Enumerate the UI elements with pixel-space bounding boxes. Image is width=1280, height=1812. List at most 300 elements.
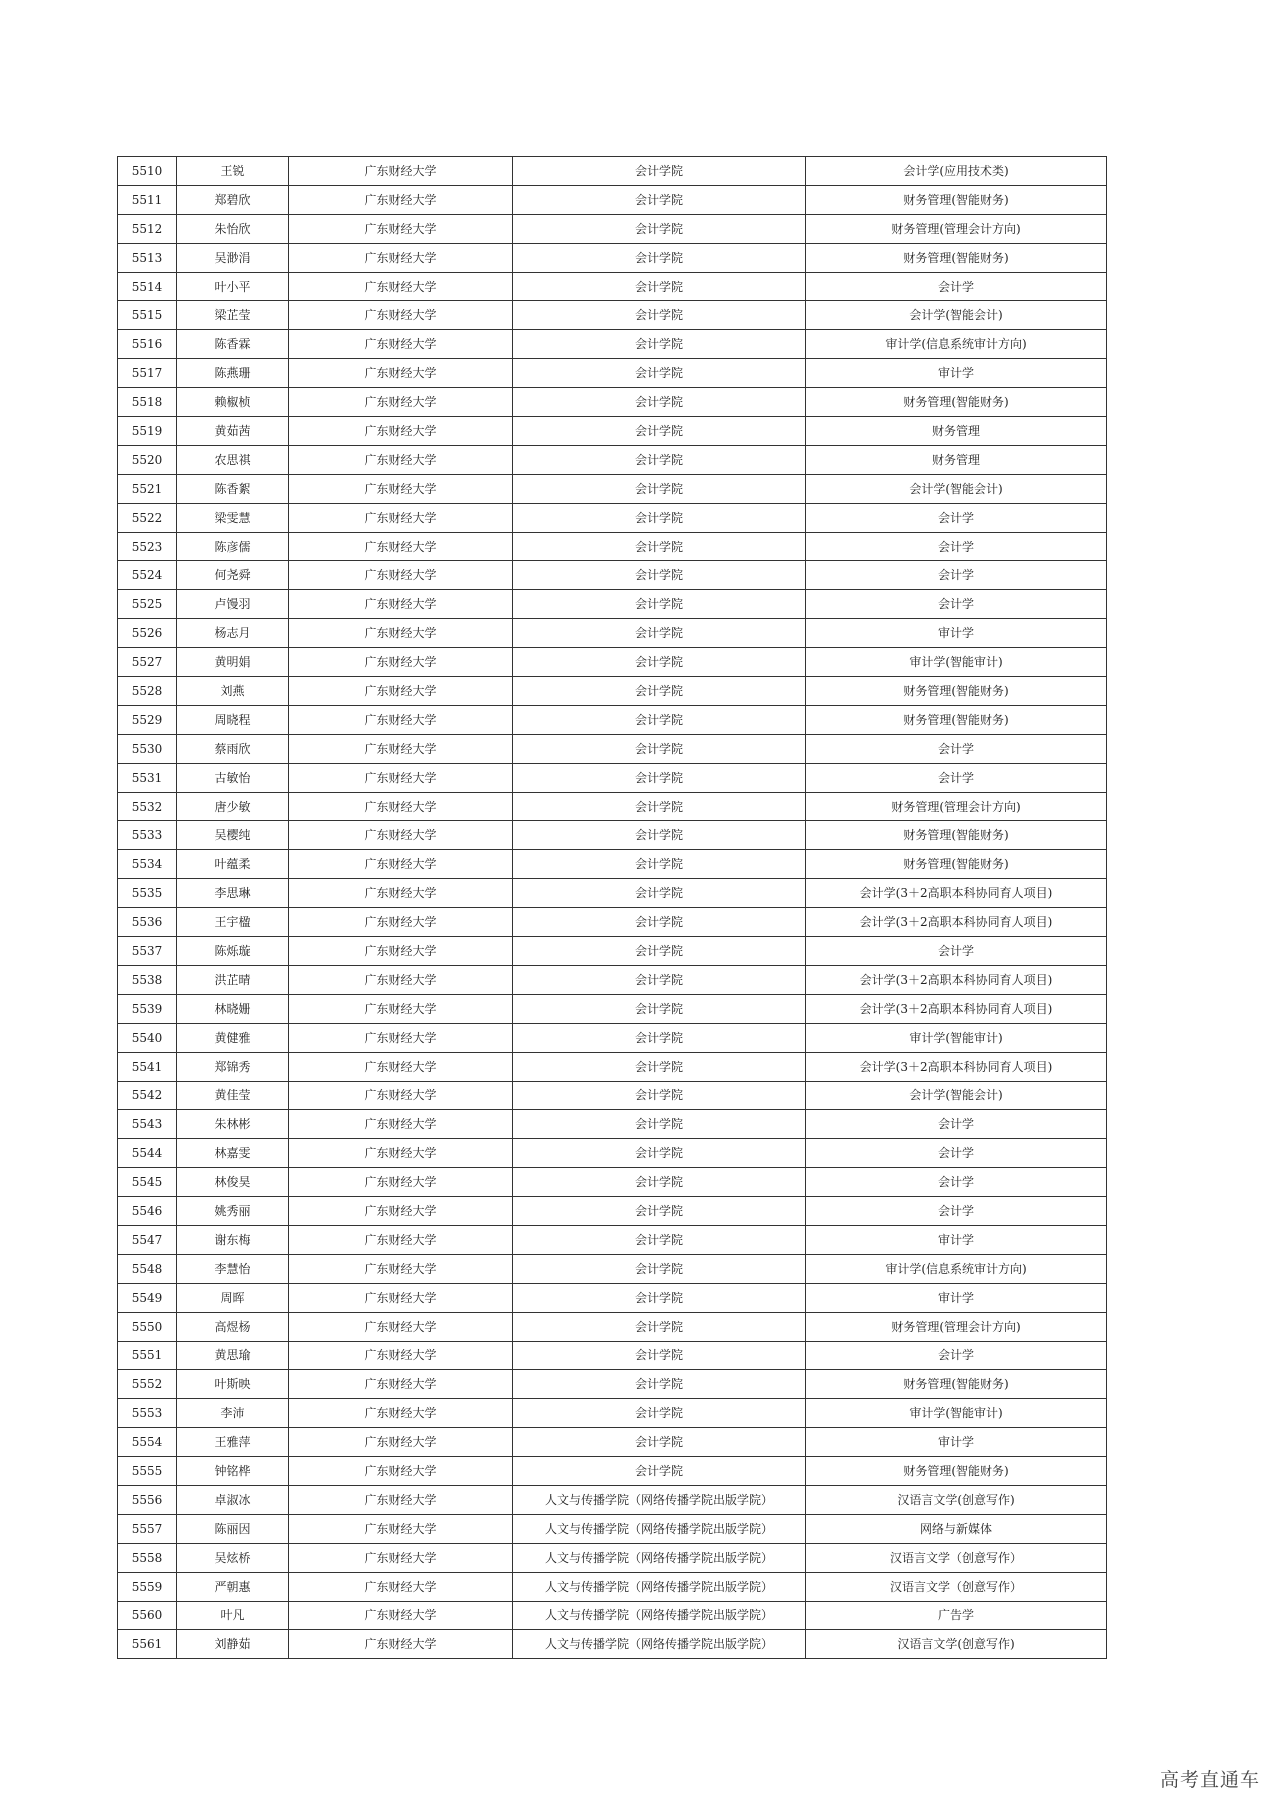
watermark-text: 高考直通车 <box>1159 1769 1260 1791</box>
university-cell: 广东财经大学 <box>289 301 513 330</box>
university-cell: 广东财经大学 <box>289 445 513 474</box>
table-row <box>118 1485 1107 1514</box>
row-number-cell: 5549 <box>118 1283 177 1312</box>
row-number-cell: 5516 <box>118 330 177 359</box>
student-name-cell: 何尧舜 <box>177 561 289 590</box>
table-row <box>118 359 1107 388</box>
major-cell: 会计学 <box>806 1197 1107 1226</box>
row-number-cell: 5547 <box>118 1225 177 1254</box>
table-row <box>118 1081 1107 1110</box>
student-name-cell: 叶凡 <box>177 1601 289 1630</box>
college-cell: 会计学院 <box>513 1081 806 1110</box>
university-cell: 广东财经大学 <box>289 763 513 792</box>
college-cell: 会计学院 <box>513 1023 806 1052</box>
university-cell: 广东财经大学 <box>289 1283 513 1312</box>
major-cell: 会计学(3＋2高职本科协同育人项目) <box>806 908 1107 937</box>
table-row <box>118 272 1107 301</box>
major-cell: 会计学(3＋2高职本科协同育人项目) <box>806 994 1107 1023</box>
university-cell: 广东财经大学 <box>289 214 513 243</box>
row-number-cell: 5552 <box>118 1370 177 1399</box>
row-number-cell: 5540 <box>118 1023 177 1052</box>
table-row <box>118 619 1107 648</box>
row-number-cell: 5522 <box>118 503 177 532</box>
table-row <box>118 1428 1107 1457</box>
major-cell: 财务管理(智能财务) <box>806 1457 1107 1486</box>
table-row <box>118 532 1107 561</box>
student-name-cell: 王宇楹 <box>177 908 289 937</box>
table-row <box>118 1630 1107 1659</box>
table-row <box>118 157 1107 186</box>
row-number-cell: 5524 <box>118 561 177 590</box>
student-name-cell: 吴渺涓 <box>177 243 289 272</box>
table-row <box>118 792 1107 821</box>
student-name-cell: 叶小平 <box>177 272 289 301</box>
student-name-cell: 李思琳 <box>177 879 289 908</box>
university-cell: 广东财经大学 <box>289 1225 513 1254</box>
student-name-cell: 梁雯慧 <box>177 503 289 532</box>
student-name-cell: 蔡雨欣 <box>177 734 289 763</box>
major-cell: 会计学(3＋2高职本科协同育人项目) <box>806 965 1107 994</box>
student-name-cell: 李慧怡 <box>177 1254 289 1283</box>
college-cell: 会计学院 <box>513 330 806 359</box>
university-cell: 广东财经大学 <box>289 879 513 908</box>
major-cell: 会计学(3＋2高职本科协同育人项目) <box>806 879 1107 908</box>
row-number-cell: 5515 <box>118 301 177 330</box>
major-cell: 会计学 <box>806 532 1107 561</box>
table-row <box>118 417 1107 446</box>
major-cell: 汉语言文学(创意写作) <box>806 1630 1107 1659</box>
major-cell: 会计学 <box>806 1168 1107 1197</box>
row-number-cell: 5529 <box>118 705 177 734</box>
table-row <box>118 474 1107 503</box>
major-cell: 审计学(智能审计) <box>806 1399 1107 1428</box>
university-cell: 广东财经大学 <box>289 1572 513 1601</box>
major-cell: 广告学 <box>806 1601 1107 1630</box>
table-row <box>118 214 1107 243</box>
major-cell: 财务管理(管理会计方向) <box>806 792 1107 821</box>
table-row <box>118 445 1107 474</box>
table-row <box>118 1341 1107 1370</box>
table-row <box>118 677 1107 706</box>
row-number-cell: 5518 <box>118 388 177 417</box>
row-number-cell: 5557 <box>118 1514 177 1543</box>
row-number-cell: 5527 <box>118 648 177 677</box>
table-row <box>118 648 1107 677</box>
university-cell: 广东财经大学 <box>289 243 513 272</box>
college-cell: 会计学院 <box>513 561 806 590</box>
table-row <box>118 1370 1107 1399</box>
university-cell: 广东财经大学 <box>289 532 513 561</box>
student-name-cell: 朱怡欣 <box>177 214 289 243</box>
table-row <box>118 937 1107 966</box>
college-cell: 会计学院 <box>513 1168 806 1197</box>
university-cell: 广东财经大学 <box>289 1197 513 1226</box>
university-cell: 广东财经大学 <box>289 1110 513 1139</box>
major-cell: 网络与新媒体 <box>806 1514 1107 1543</box>
college-cell: 会计学院 <box>513 879 806 908</box>
row-number-cell: 5528 <box>118 677 177 706</box>
student-name-cell: 钟铭桦 <box>177 1457 289 1486</box>
student-name-cell: 赖椒桢 <box>177 388 289 417</box>
student-name-cell: 叶斯映 <box>177 1370 289 1399</box>
table-row <box>118 994 1107 1023</box>
student-name-cell: 农思祺 <box>177 445 289 474</box>
student-name-cell: 林嘉雯 <box>177 1139 289 1168</box>
college-cell: 会计学院 <box>513 1052 806 1081</box>
university-cell: 广东财经大学 <box>289 648 513 677</box>
table-row <box>118 1168 1107 1197</box>
major-cell: 会计学 <box>806 937 1107 966</box>
university-cell: 广东财经大学 <box>289 1543 513 1572</box>
row-number-cell: 5559 <box>118 1572 177 1601</box>
row-number-cell: 5536 <box>118 908 177 937</box>
row-number-cell: 5521 <box>118 474 177 503</box>
row-number-cell: 5546 <box>118 1197 177 1226</box>
row-number-cell: 5538 <box>118 965 177 994</box>
student-name-cell: 叶蕴柔 <box>177 850 289 879</box>
major-cell: 财务管理(智能财务) <box>806 821 1107 850</box>
student-name-cell: 吴樱纯 <box>177 821 289 850</box>
row-number-cell: 5513 <box>118 243 177 272</box>
student-name-cell: 陈丽因 <box>177 1514 289 1543</box>
row-number-cell: 5560 <box>118 1601 177 1630</box>
student-name-cell: 朱林彬 <box>177 1110 289 1139</box>
row-number-cell: 5519 <box>118 417 177 446</box>
student-name-cell: 陈香霖 <box>177 330 289 359</box>
university-cell: 广东财经大学 <box>289 677 513 706</box>
major-cell: 审计学(智能审计) <box>806 1023 1107 1052</box>
college-cell: 会计学院 <box>513 965 806 994</box>
row-number-cell: 5531 <box>118 763 177 792</box>
university-cell: 广东财经大学 <box>289 1052 513 1081</box>
table-row <box>118 965 1107 994</box>
student-name-cell: 卢馒羽 <box>177 590 289 619</box>
major-cell: 审计学(信息系统审计方向) <box>806 1254 1107 1283</box>
table-row <box>118 1514 1107 1543</box>
row-number-cell: 5545 <box>118 1168 177 1197</box>
university-cell: 广东财经大学 <box>289 157 513 186</box>
student-name-cell: 吴炫桥 <box>177 1543 289 1572</box>
college-cell: 会计学院 <box>513 1428 806 1457</box>
college-cell: 人文与传播学院（网络传播学院出版学院） <box>513 1601 806 1630</box>
college-cell: 会计学院 <box>513 908 806 937</box>
student-name-cell: 谢东梅 <box>177 1225 289 1254</box>
major-cell: 财务管理(智能财务) <box>806 243 1107 272</box>
college-cell: 会计学院 <box>513 937 806 966</box>
row-number-cell: 5526 <box>118 619 177 648</box>
row-number-cell: 5561 <box>118 1630 177 1659</box>
college-cell: 会计学院 <box>513 445 806 474</box>
major-cell: 审计学(智能审计) <box>806 648 1107 677</box>
student-name-cell: 卓淑冰 <box>177 1485 289 1514</box>
student-name-cell: 杨志月 <box>177 619 289 648</box>
college-cell: 会计学院 <box>513 994 806 1023</box>
major-cell: 审计学(信息系统审计方向) <box>806 330 1107 359</box>
student-name-cell: 刘静茹 <box>177 1630 289 1659</box>
table-row <box>118 908 1107 937</box>
university-cell: 广东财经大学 <box>289 359 513 388</box>
major-cell: 会计学(智能会计) <box>806 1081 1107 1110</box>
table-row <box>118 1139 1107 1168</box>
university-cell: 广东财经大学 <box>289 734 513 763</box>
university-cell: 广东财经大学 <box>289 1341 513 1370</box>
college-cell: 会计学院 <box>513 301 806 330</box>
student-name-cell: 陈燕珊 <box>177 359 289 388</box>
table-row <box>118 1601 1107 1630</box>
college-cell: 会计学院 <box>513 532 806 561</box>
major-cell: 财务管理(智能财务) <box>806 677 1107 706</box>
university-cell: 广东财经大学 <box>289 474 513 503</box>
college-cell: 人文与传播学院（网络传播学院出版学院） <box>513 1543 806 1572</box>
table-row <box>118 1197 1107 1226</box>
major-cell: 审计学 <box>806 359 1107 388</box>
row-number-cell: 5553 <box>118 1399 177 1428</box>
university-cell: 广东财经大学 <box>289 1630 513 1659</box>
college-cell: 会计学院 <box>513 185 806 214</box>
table-row <box>118 734 1107 763</box>
major-cell: 财务管理(管理会计方向) <box>806 214 1107 243</box>
college-cell: 会计学院 <box>513 1197 806 1226</box>
major-cell: 会计学 <box>806 561 1107 590</box>
student-name-cell: 陈香絮 <box>177 474 289 503</box>
college-cell: 人文与传播学院（网络传播学院出版学院） <box>513 1485 806 1514</box>
university-cell: 广东财经大学 <box>289 792 513 821</box>
table-row <box>118 330 1107 359</box>
major-cell: 审计学 <box>806 1428 1107 1457</box>
row-number-cell: 5534 <box>118 850 177 879</box>
college-cell: 会计学院 <box>513 272 806 301</box>
row-number-cell: 5514 <box>118 272 177 301</box>
major-cell: 财务管理(智能财务) <box>806 185 1107 214</box>
student-name-cell: 周晖 <box>177 1283 289 1312</box>
university-cell: 广东财经大学 <box>289 1023 513 1052</box>
table-row <box>118 1457 1107 1486</box>
college-cell: 会计学院 <box>513 850 806 879</box>
major-cell: 会计学 <box>806 590 1107 619</box>
table-row <box>118 763 1107 792</box>
college-cell: 会计学院 <box>513 388 806 417</box>
table-row <box>118 590 1107 619</box>
major-cell: 会计学(智能会计) <box>806 474 1107 503</box>
major-cell: 会计学 <box>806 503 1107 532</box>
university-cell: 广东财经大学 <box>289 1428 513 1457</box>
college-cell: 会计学院 <box>513 1370 806 1399</box>
major-cell: 会计学(应用技术类) <box>806 157 1107 186</box>
university-cell: 广东财经大学 <box>289 503 513 532</box>
table-row <box>118 1312 1107 1341</box>
college-cell: 会计学院 <box>513 1399 806 1428</box>
major-cell: 会计学 <box>806 763 1107 792</box>
table-row <box>118 1052 1107 1081</box>
table-row <box>118 561 1107 590</box>
student-name-cell: 郑锦秀 <box>177 1052 289 1081</box>
student-name-cell: 黄思瑜 <box>177 1341 289 1370</box>
row-number-cell: 5510 <box>118 157 177 186</box>
row-number-cell: 5532 <box>118 792 177 821</box>
university-cell: 广东财经大学 <box>289 1601 513 1630</box>
university-cell: 广东财经大学 <box>289 1312 513 1341</box>
table-row <box>118 1254 1107 1283</box>
row-number-cell: 5512 <box>118 214 177 243</box>
row-number-cell: 5537 <box>118 937 177 966</box>
major-cell: 审计学 <box>806 619 1107 648</box>
university-cell: 广东财经大学 <box>289 1457 513 1486</box>
row-number-cell: 5550 <box>118 1312 177 1341</box>
table-row <box>118 503 1107 532</box>
table-row <box>118 821 1107 850</box>
university-cell: 广东财经大学 <box>289 619 513 648</box>
college-cell: 会计学院 <box>513 763 806 792</box>
row-number-cell: 5517 <box>118 359 177 388</box>
student-name-cell: 黄明娟 <box>177 648 289 677</box>
university-cell: 广东财经大学 <box>289 561 513 590</box>
college-cell: 人文与传播学院（网络传播学院出版学院） <box>513 1572 806 1601</box>
college-cell: 会计学院 <box>513 734 806 763</box>
student-name-cell: 唐少敏 <box>177 792 289 821</box>
major-cell: 会计学(智能会计) <box>806 301 1107 330</box>
major-cell: 财务管理(智能财务) <box>806 1370 1107 1399</box>
college-cell: 会计学院 <box>513 619 806 648</box>
table-row <box>118 1023 1107 1052</box>
row-number-cell: 5525 <box>118 590 177 619</box>
student-name-cell: 黄健雅 <box>177 1023 289 1052</box>
table-row <box>118 1225 1107 1254</box>
college-cell: 会计学院 <box>513 1312 806 1341</box>
student-name-cell: 古敏怡 <box>177 763 289 792</box>
major-cell: 财务管理(智能财务) <box>806 705 1107 734</box>
university-cell: 广东财经大学 <box>289 590 513 619</box>
row-number-cell: 5555 <box>118 1457 177 1486</box>
major-cell: 会计学 <box>806 272 1107 301</box>
major-cell: 会计学 <box>806 734 1107 763</box>
college-cell: 会计学院 <box>513 590 806 619</box>
college-cell: 会计学院 <box>513 1254 806 1283</box>
row-number-cell: 5541 <box>118 1052 177 1081</box>
major-cell: 财务管理(智能财务) <box>806 388 1107 417</box>
university-cell: 广东财经大学 <box>289 994 513 1023</box>
row-number-cell: 5530 <box>118 734 177 763</box>
university-cell: 广东财经大学 <box>289 1485 513 1514</box>
college-cell: 会计学院 <box>513 503 806 532</box>
university-cell: 广东财经大学 <box>289 1168 513 1197</box>
table-row <box>118 1283 1107 1312</box>
table-row <box>118 185 1107 214</box>
college-cell: 会计学院 <box>513 359 806 388</box>
row-number-cell: 5551 <box>118 1341 177 1370</box>
university-cell: 广东财经大学 <box>289 388 513 417</box>
student-name-cell: 李沛 <box>177 1399 289 1428</box>
university-cell: 广东财经大学 <box>289 1514 513 1543</box>
university-cell: 广东财经大学 <box>289 185 513 214</box>
major-cell: 财务管理 <box>806 445 1107 474</box>
table-row <box>118 879 1107 908</box>
university-cell: 广东财经大学 <box>289 1254 513 1283</box>
major-cell: 审计学 <box>806 1283 1107 1312</box>
table-row <box>118 243 1107 272</box>
university-cell: 广东财经大学 <box>289 417 513 446</box>
college-cell: 会计学院 <box>513 1225 806 1254</box>
major-cell: 会计学 <box>806 1139 1107 1168</box>
university-cell: 广东财经大学 <box>289 1399 513 1428</box>
major-cell: 汉语言文学(创意写作) <box>806 1485 1107 1514</box>
college-cell: 会计学院 <box>513 1139 806 1168</box>
student-name-cell: 林晓姗 <box>177 994 289 1023</box>
college-cell: 会计学院 <box>513 417 806 446</box>
major-cell: 财务管理(智能财务) <box>806 850 1107 879</box>
college-cell: 会计学院 <box>513 243 806 272</box>
student-name-cell: 梁芷莹 <box>177 301 289 330</box>
student-name-cell: 高煜杨 <box>177 1312 289 1341</box>
college-cell: 会计学院 <box>513 648 806 677</box>
college-cell: 会计学院 <box>513 705 806 734</box>
row-number-cell: 5544 <box>118 1139 177 1168</box>
college-cell: 会计学院 <box>513 792 806 821</box>
college-cell: 会计学院 <box>513 677 806 706</box>
university-cell: 广东财经大学 <box>289 1370 513 1399</box>
admission-table <box>117 156 1107 1659</box>
student-name-cell: 姚秀丽 <box>177 1197 289 1226</box>
student-name-cell: 陈烁璇 <box>177 937 289 966</box>
university-cell: 广东财经大学 <box>289 821 513 850</box>
university-cell: 广东财经大学 <box>289 908 513 937</box>
university-cell: 广东财经大学 <box>289 850 513 879</box>
student-name-cell: 郑碧欣 <box>177 185 289 214</box>
university-cell: 广东财经大学 <box>289 1081 513 1110</box>
row-number-cell: 5548 <box>118 1254 177 1283</box>
student-name-cell: 王雅萍 <box>177 1428 289 1457</box>
university-cell: 广东财经大学 <box>289 330 513 359</box>
row-number-cell: 5542 <box>118 1081 177 1110</box>
major-cell: 会计学 <box>806 1110 1107 1139</box>
admission-table-body <box>118 157 1107 1659</box>
university-cell: 广东财经大学 <box>289 937 513 966</box>
major-cell: 财务管理(管理会计方向) <box>806 1312 1107 1341</box>
student-name-cell: 林俊昊 <box>177 1168 289 1197</box>
table-row <box>118 1110 1107 1139</box>
table-row <box>118 301 1107 330</box>
table-row <box>118 388 1107 417</box>
row-number-cell: 5556 <box>118 1485 177 1514</box>
college-cell: 会计学院 <box>513 1457 806 1486</box>
row-number-cell: 5539 <box>118 994 177 1023</box>
row-number-cell: 5554 <box>118 1428 177 1457</box>
row-number-cell: 5533 <box>118 821 177 850</box>
college-cell: 会计学院 <box>513 1110 806 1139</box>
major-cell: 会计学(3＋2高职本科协同育人项目) <box>806 1052 1107 1081</box>
student-name-cell: 陈彦儒 <box>177 532 289 561</box>
college-cell: 会计学院 <box>513 214 806 243</box>
university-cell: 广东财经大学 <box>289 965 513 994</box>
student-name-cell: 严朝惠 <box>177 1572 289 1601</box>
college-cell: 会计学院 <box>513 821 806 850</box>
row-number-cell: 5520 <box>118 445 177 474</box>
row-number-cell: 5511 <box>118 185 177 214</box>
university-cell: 广东财经大学 <box>289 705 513 734</box>
student-name-cell: 洪芷晴 <box>177 965 289 994</box>
college-cell: 人文与传播学院（网络传播学院出版学院） <box>513 1630 806 1659</box>
major-cell: 汉语言文学（创意写作） <box>806 1572 1107 1601</box>
major-cell: 财务管理 <box>806 417 1107 446</box>
college-cell: 会计学院 <box>513 474 806 503</box>
student-name-cell: 黄佳莹 <box>177 1081 289 1110</box>
major-cell: 会计学 <box>806 1341 1107 1370</box>
student-name-cell: 刘燕 <box>177 677 289 706</box>
college-cell: 会计学院 <box>513 157 806 186</box>
table-row <box>118 1543 1107 1572</box>
university-cell: 广东财经大学 <box>289 272 513 301</box>
college-cell: 人文与传播学院（网络传播学院出版学院） <box>513 1514 806 1543</box>
row-number-cell: 5535 <box>118 879 177 908</box>
